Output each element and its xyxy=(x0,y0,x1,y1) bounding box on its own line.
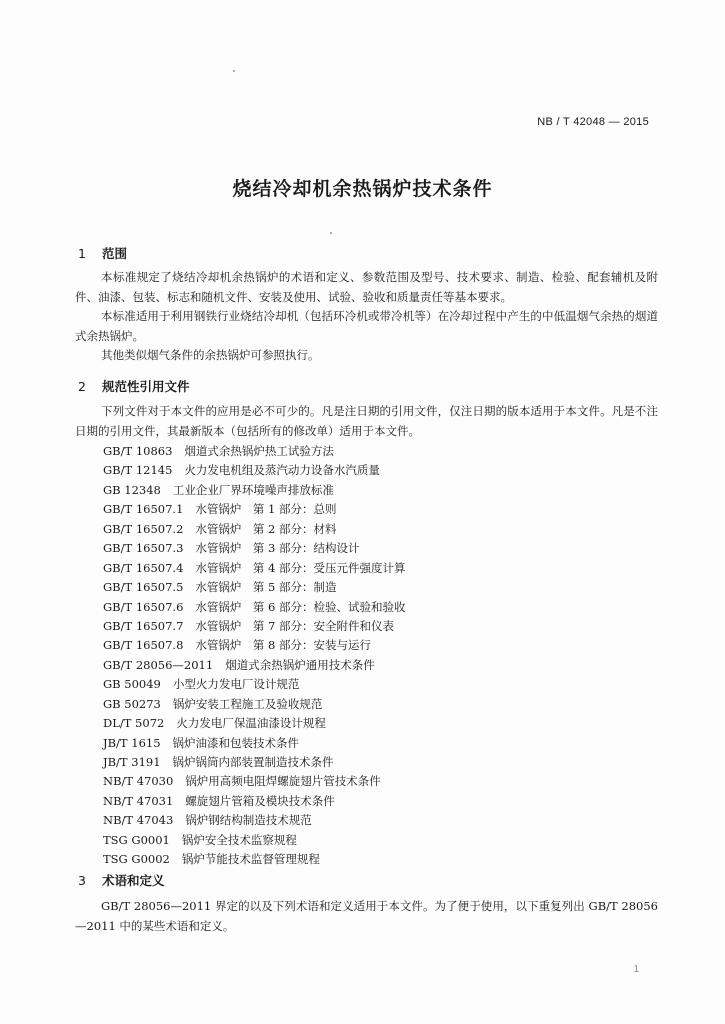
reference-item xyxy=(103,753,406,772)
reference-code: JB/T 3191 xyxy=(103,755,161,769)
reference-item xyxy=(103,617,406,636)
reference-code: GB/T 10863 xyxy=(103,444,173,458)
reference-list xyxy=(103,442,406,870)
reference-code: JB/T 1615 xyxy=(103,735,161,750)
reference-item xyxy=(103,695,406,714)
reference-title: 烟道式余热锅炉热工试验方法 xyxy=(184,444,334,458)
reference-title: 小型火力发电厂设计规范 xyxy=(172,677,300,692)
reference-item xyxy=(103,656,406,675)
reference-title: 锅炉钢结构制造技术规范 xyxy=(185,813,312,828)
reference-code: GB/T 16507.4 xyxy=(103,560,184,575)
reference-item xyxy=(103,578,406,597)
reference-item xyxy=(103,734,406,753)
reference-title: 工业企业厂界环境噪声排放标准 xyxy=(172,482,334,497)
reference-code: TSG G0002 xyxy=(103,852,170,867)
section-heading-scope xyxy=(78,244,127,262)
reference-item xyxy=(103,481,406,500)
paragraph: 本标准适用于利用钢铁行业烧结冷却机（包括环冷机或带冷机等）在冷却过程中产生的中低温烟气余热的烟道式余热锅炉。 xyxy=(75,309,658,343)
scan-speck xyxy=(233,70,235,72)
reference-title: 锅炉用高频电阻焊螺旋翅片管技术条件 xyxy=(185,774,381,789)
section-title: 规范性引用文件 xyxy=(102,379,190,394)
reference-item xyxy=(103,850,406,869)
reference-title: 水管锅炉 第 3 部分：结构设计 xyxy=(195,541,360,556)
reference-title: 锅炉安全技术监察规程 xyxy=(181,832,297,847)
reference-title: 水管锅炉 第 2 部分：材料 xyxy=(195,521,337,536)
reference-code: GB/T 16507.3 xyxy=(103,541,184,556)
section-heading-normative-references xyxy=(78,377,190,395)
page-number: 1 xyxy=(633,964,639,975)
reference-item xyxy=(103,442,406,461)
reference-item xyxy=(103,520,406,539)
reference-item xyxy=(103,831,406,850)
scan-speck xyxy=(330,232,332,234)
reference-code: GB/T 16507.6 xyxy=(103,599,184,614)
reference-item xyxy=(103,461,406,480)
reference-title: 水管锅炉 第 4 部分：受压元件强度计算 xyxy=(195,560,406,575)
reference-title: 锅炉安装工程施工及验收规范 xyxy=(172,696,323,711)
section-title: 范围 xyxy=(102,246,128,261)
reference-code: GB/T 16507.2 xyxy=(103,521,184,536)
reference-code: NB/T 47031 xyxy=(103,793,174,808)
reference-item xyxy=(103,539,406,558)
reference-title: 火力发电厂保温油漆设计规程 xyxy=(176,716,326,731)
reference-title: 火力发电机组及蒸汽动力设备水汽质量 xyxy=(184,463,380,478)
section-title: 术语和定义 xyxy=(102,873,165,888)
paragraph: GB/T 28056—2011 界定的以及下列术语和定义适用于本文件。为了便于使用，以下重复列出 GB/T 28056—2011 中的某些术语和定义。 xyxy=(75,899,658,933)
reference-code: GB 50273 xyxy=(103,696,161,711)
reference-title: 螺旋翅片管箱及模块技术条件 xyxy=(185,793,335,808)
section-number: 2 xyxy=(78,379,86,394)
reference-code: GB 50049 xyxy=(103,677,161,692)
reference-title: 水管锅炉 第 5 部分：制造 xyxy=(195,580,337,595)
reference-code: GB/T 16507.1 xyxy=(103,502,184,517)
paragraph: 下列文件对于本文件的应用是必不可少的。凡是注日期的引用文件，仅注日期的版本适用于本文件。凡是不注日期的引用文件，其最新版本（包括所有的修改单）适用于本文件。 xyxy=(75,404,658,438)
reference-title: 锅炉油漆和包装技术条件 xyxy=(172,735,300,750)
reference-item xyxy=(103,714,406,733)
reference-item xyxy=(103,811,406,830)
section-number: 1 xyxy=(78,246,86,261)
reference-item xyxy=(103,598,406,617)
reference-item xyxy=(103,636,406,655)
reference-title: 水管锅炉 第 6 部分：检验、试验和验收 xyxy=(195,599,406,614)
reference-code: NB/T 47043 xyxy=(103,813,174,828)
reference-code: GB/T 16507.7 xyxy=(103,618,184,633)
reference-item xyxy=(103,500,406,519)
paragraph: 其他类似烟气条件的余热锅炉可参照执行。 xyxy=(101,348,320,362)
reference-title: 锅炉节能技术监督管理规程 xyxy=(181,852,320,867)
paragraph: 本标准规定了烧结冷却机余热锅炉的术语和定义、参数范围及型号、技术要求、制造、检验、配套辅机及附件、油漆、包装、标志和随机文件、安装及使用、试验、验收和质量责任等基本要求。 xyxy=(75,270,658,304)
reference-code: GB 12348 xyxy=(103,482,161,497)
reference-title: 烟道式余热锅炉通用技术条件 xyxy=(225,657,375,672)
reference-code: DL/T 5072 xyxy=(103,716,165,731)
standard-code: NB / T 42048 — 2015 xyxy=(537,116,649,128)
section-heading-terms-and-definitions xyxy=(78,871,165,889)
reference-code: GB/T 12145 xyxy=(103,463,173,478)
reference-item xyxy=(103,559,406,578)
section-number: 3 xyxy=(78,873,86,888)
reference-code: TSG G0001 xyxy=(103,832,170,847)
reference-item xyxy=(103,772,406,791)
reference-code: GB/T 16507.5 xyxy=(103,580,184,595)
reference-title: 水管锅炉 第 1 部分：总则 xyxy=(195,502,337,517)
reference-title: 水管锅炉 第 8 部分：安装与运行 xyxy=(195,638,372,653)
reference-code: GB/T 28056—2011 xyxy=(103,657,214,672)
reference-code: NB/T 47030 xyxy=(103,774,174,789)
reference-title: 锅炉锅筒内部装置制造技术条件 xyxy=(172,755,334,769)
reference-item xyxy=(103,675,406,694)
document-title: 烧结冷却机余热锅炉技术条件 xyxy=(232,178,493,200)
reference-item xyxy=(103,792,406,811)
reference-title: 水管锅炉 第 7 部分：安全附件和仪表 xyxy=(195,618,395,633)
reference-code: GB/T 16507.8 xyxy=(103,638,184,653)
